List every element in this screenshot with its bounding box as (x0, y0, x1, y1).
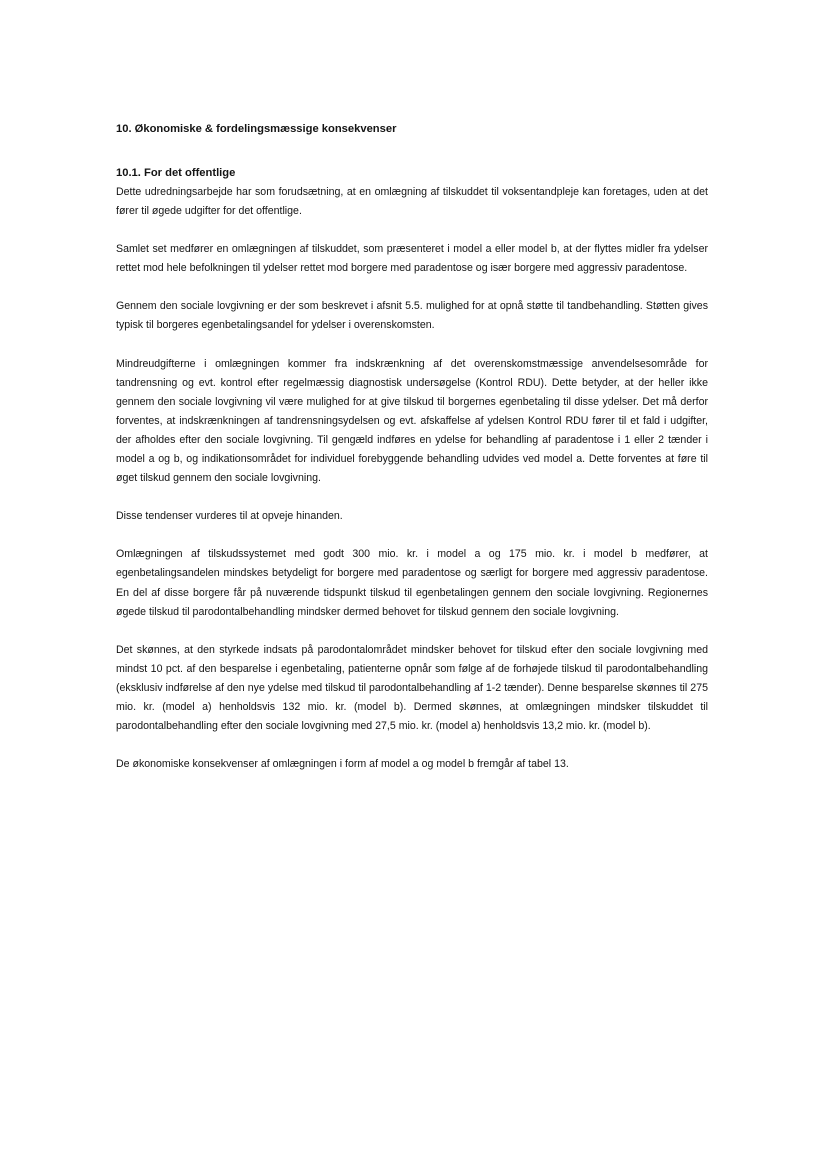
paragraph: Det skønnes, at den styrkede indsats på parodontalområdet mindsker behovet for tilskud efter den sociale lovgivning med mindst 10 pct. af den besparelse i egenbetaling, patienterne opnår som følge af de forhøjede tilskud til parodontalbehandling (eksklusiv indførelse af den nye ydelse med tilskud til parodontalbehandling af 1-2 tænder). Denne besparelse skønnes til 275 mio. kr. (model a) henholdsvis 132 mio. kr. (model b). Dermed skønnes, at omlægningen mindsker tilskuddet til parodontalbehandling efter den sociale lovgivning med 27,5 mio. kr. (model a) henholdsvis 13,2 mio. kr. (model b). (116, 643, 708, 733)
section-title: 10. Økonomiske & fordelingsmæssige konsekvenser (116, 123, 397, 135)
paragraph: Samlet set medfører en omlægningen af tilskuddet, som præsenteret i model a eller model b, at der flyttes midler fra ydelser rettet mod hele befolkningen til ydelser rettet mod borgere med paradentose og især borgere med aggressiv paradentose. (116, 243, 708, 275)
paragraph: Dette udredningsarbejde har som forudsætning, at en omlægning af tilskuddet til voksentandpleje kan foretages, uden at det fører til øgede udgifter for det offentlige. (116, 186, 708, 218)
paragraph: De økonomiske konsekvenser af omlægningen i form af model a og model b fremgår af tabel 13. (116, 758, 569, 771)
subsection-title: 10.1. For det offentlige (116, 167, 236, 179)
paragraph: Omlægningen af tilskudssystemet med godt 300 mio. kr. i model a og 175 mio. kr. i model b medfører, at egenbetalingsandelen mindskes betydeligt for borgere med paradentose og særligt for borgere med aggressiv paradentose. En del af disse borgere får på nuværende tidspunkt tilskud til egenbetalingen gennem den sociale lovgivning. Regionernes øgede tilskud til parodontalbehandling mindsker dermed behovet for tilskud gennem den sociale lovgivning. (116, 548, 708, 618)
paragraph: Disse tendenser vurderes til at opveje hinanden. (116, 510, 343, 523)
paragraph: Mindreudgifterne i omlægningen kommer fra indskrænkning af det overenskomstmæssige anvendelsesområde for tandrensning og evt. kontrol efter regelmæssig diagnostisk undersøgelse (Kontrol RDU). Dette betyder, at der heller ikke gennem den sociale lovgivning vil være mulighed for at give tilskud til borgernes egenbetaling til disse ydelser. Det må derfor forventes, at indskrænkningen af tandrensningsydelsen og evt. afskaffelse af ydelsen Kontrol RDU fører til et fald i udgifter, der afholdes efter den sociale lovgivning. Til gengæld indføres en ydelse for behandling af paradentose i 1 eller 2 tænder i model a og b, og indikationsområdet for individuel forebyggende behandling udvides ved model a. Dette forventes at føre til øget tilskud gennem den sociale lovgivning. (116, 357, 708, 485)
paragraph: Gennem den sociale lovgivning er der som beskrevet i afsnit 5.5. mulighed for at opnå støtte til tandbehandling. Støtten gives typisk til borgeres egenbetalingsandel for ydelser i overenskomsten. (116, 300, 708, 332)
page-content (116, 120, 708, 774)
